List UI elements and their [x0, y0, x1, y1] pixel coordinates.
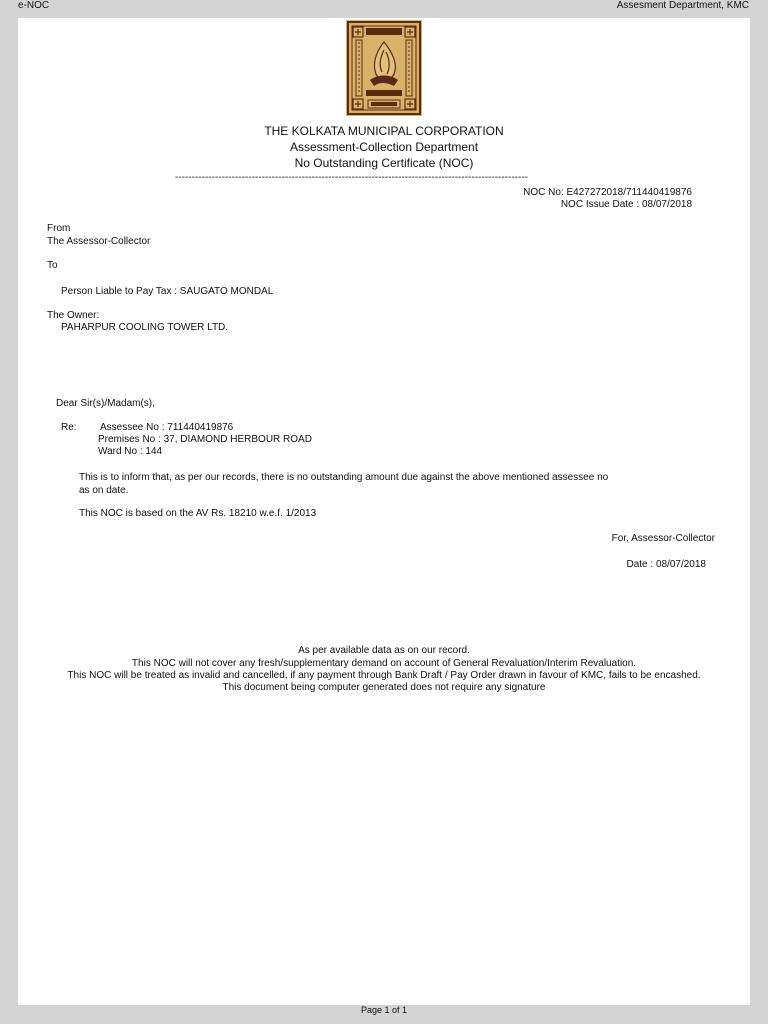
header-left-label: e-NOC [18, 0, 50, 11]
certificate-title: No Outstanding Certificate (NOC) [294, 156, 474, 170]
re-label: Re: [61, 422, 77, 433]
salutation: Dear Sir(s)/Madam(s), [56, 398, 155, 409]
page-number: Page 1 of 1 [360, 1005, 408, 1015]
assessee-number: Assessee No : 711440419876 [100, 422, 234, 433]
kmc-seal-logo [346, 20, 422, 116]
ward-number: Ward No : 144 [98, 446, 163, 457]
from-name: The Assessor-Collector [47, 236, 151, 247]
person-liable: Person Liable to Pay Tax : SAUGATO MONDAL [61, 286, 274, 297]
from-label: From [47, 223, 71, 234]
to-label: To [47, 260, 58, 271]
disclaimer-line-3: This NOC will be treated as invalid and cancelled, if any payment through Bank Draft / Pay Order drawn in favour of KMC, fails to be encashed. [67, 670, 701, 681]
owner-name: PAHARPUR COOLING TOWER LTD. [61, 322, 229, 333]
disclaimer-line-2: This NOC will not cover any fresh/supplementary demand on account of General Revaluation/Interim Revaluation. [131, 658, 637, 669]
av-line: This NOC is based on the AV Rs. 18210 w.e.f. 1/2013 [79, 508, 317, 519]
disclaimer-line-4: This document being computer generated does not require any signature [222, 682, 546, 693]
signoff: For, Assessor-Collector [611, 533, 715, 544]
disclaimer-line-1: As per available data as on our record. [298, 645, 470, 656]
owner-label: The Owner: [47, 310, 100, 321]
letter-date: Date : 08/07/2018 [626, 559, 706, 570]
noc-number: NOC No: E427272018/711440419876 [523, 187, 692, 198]
premises-number: Premises No : 37, DIAMOND HERBOUR ROAD [98, 434, 312, 445]
department-title: Assessment-Collection Department [289, 140, 479, 154]
noc-issue-date: NOC Issue Date : 08/07/2018 [560, 199, 692, 210]
document-page [18, 18, 750, 1005]
header-right-label: Assesment Department, KMC [616, 0, 749, 11]
org-title: THE KOLKATA MUNICIPAL CORPORATION [264, 124, 504, 138]
body-line-1: This is to inform that, as per our records, there is no outstanding amount due against the above mentioned assessee no [79, 472, 609, 483]
body-line-2: as on date. [79, 485, 129, 496]
separator-line: ---------------------------------------------------------------------------------------------------------- [175, 172, 528, 183]
